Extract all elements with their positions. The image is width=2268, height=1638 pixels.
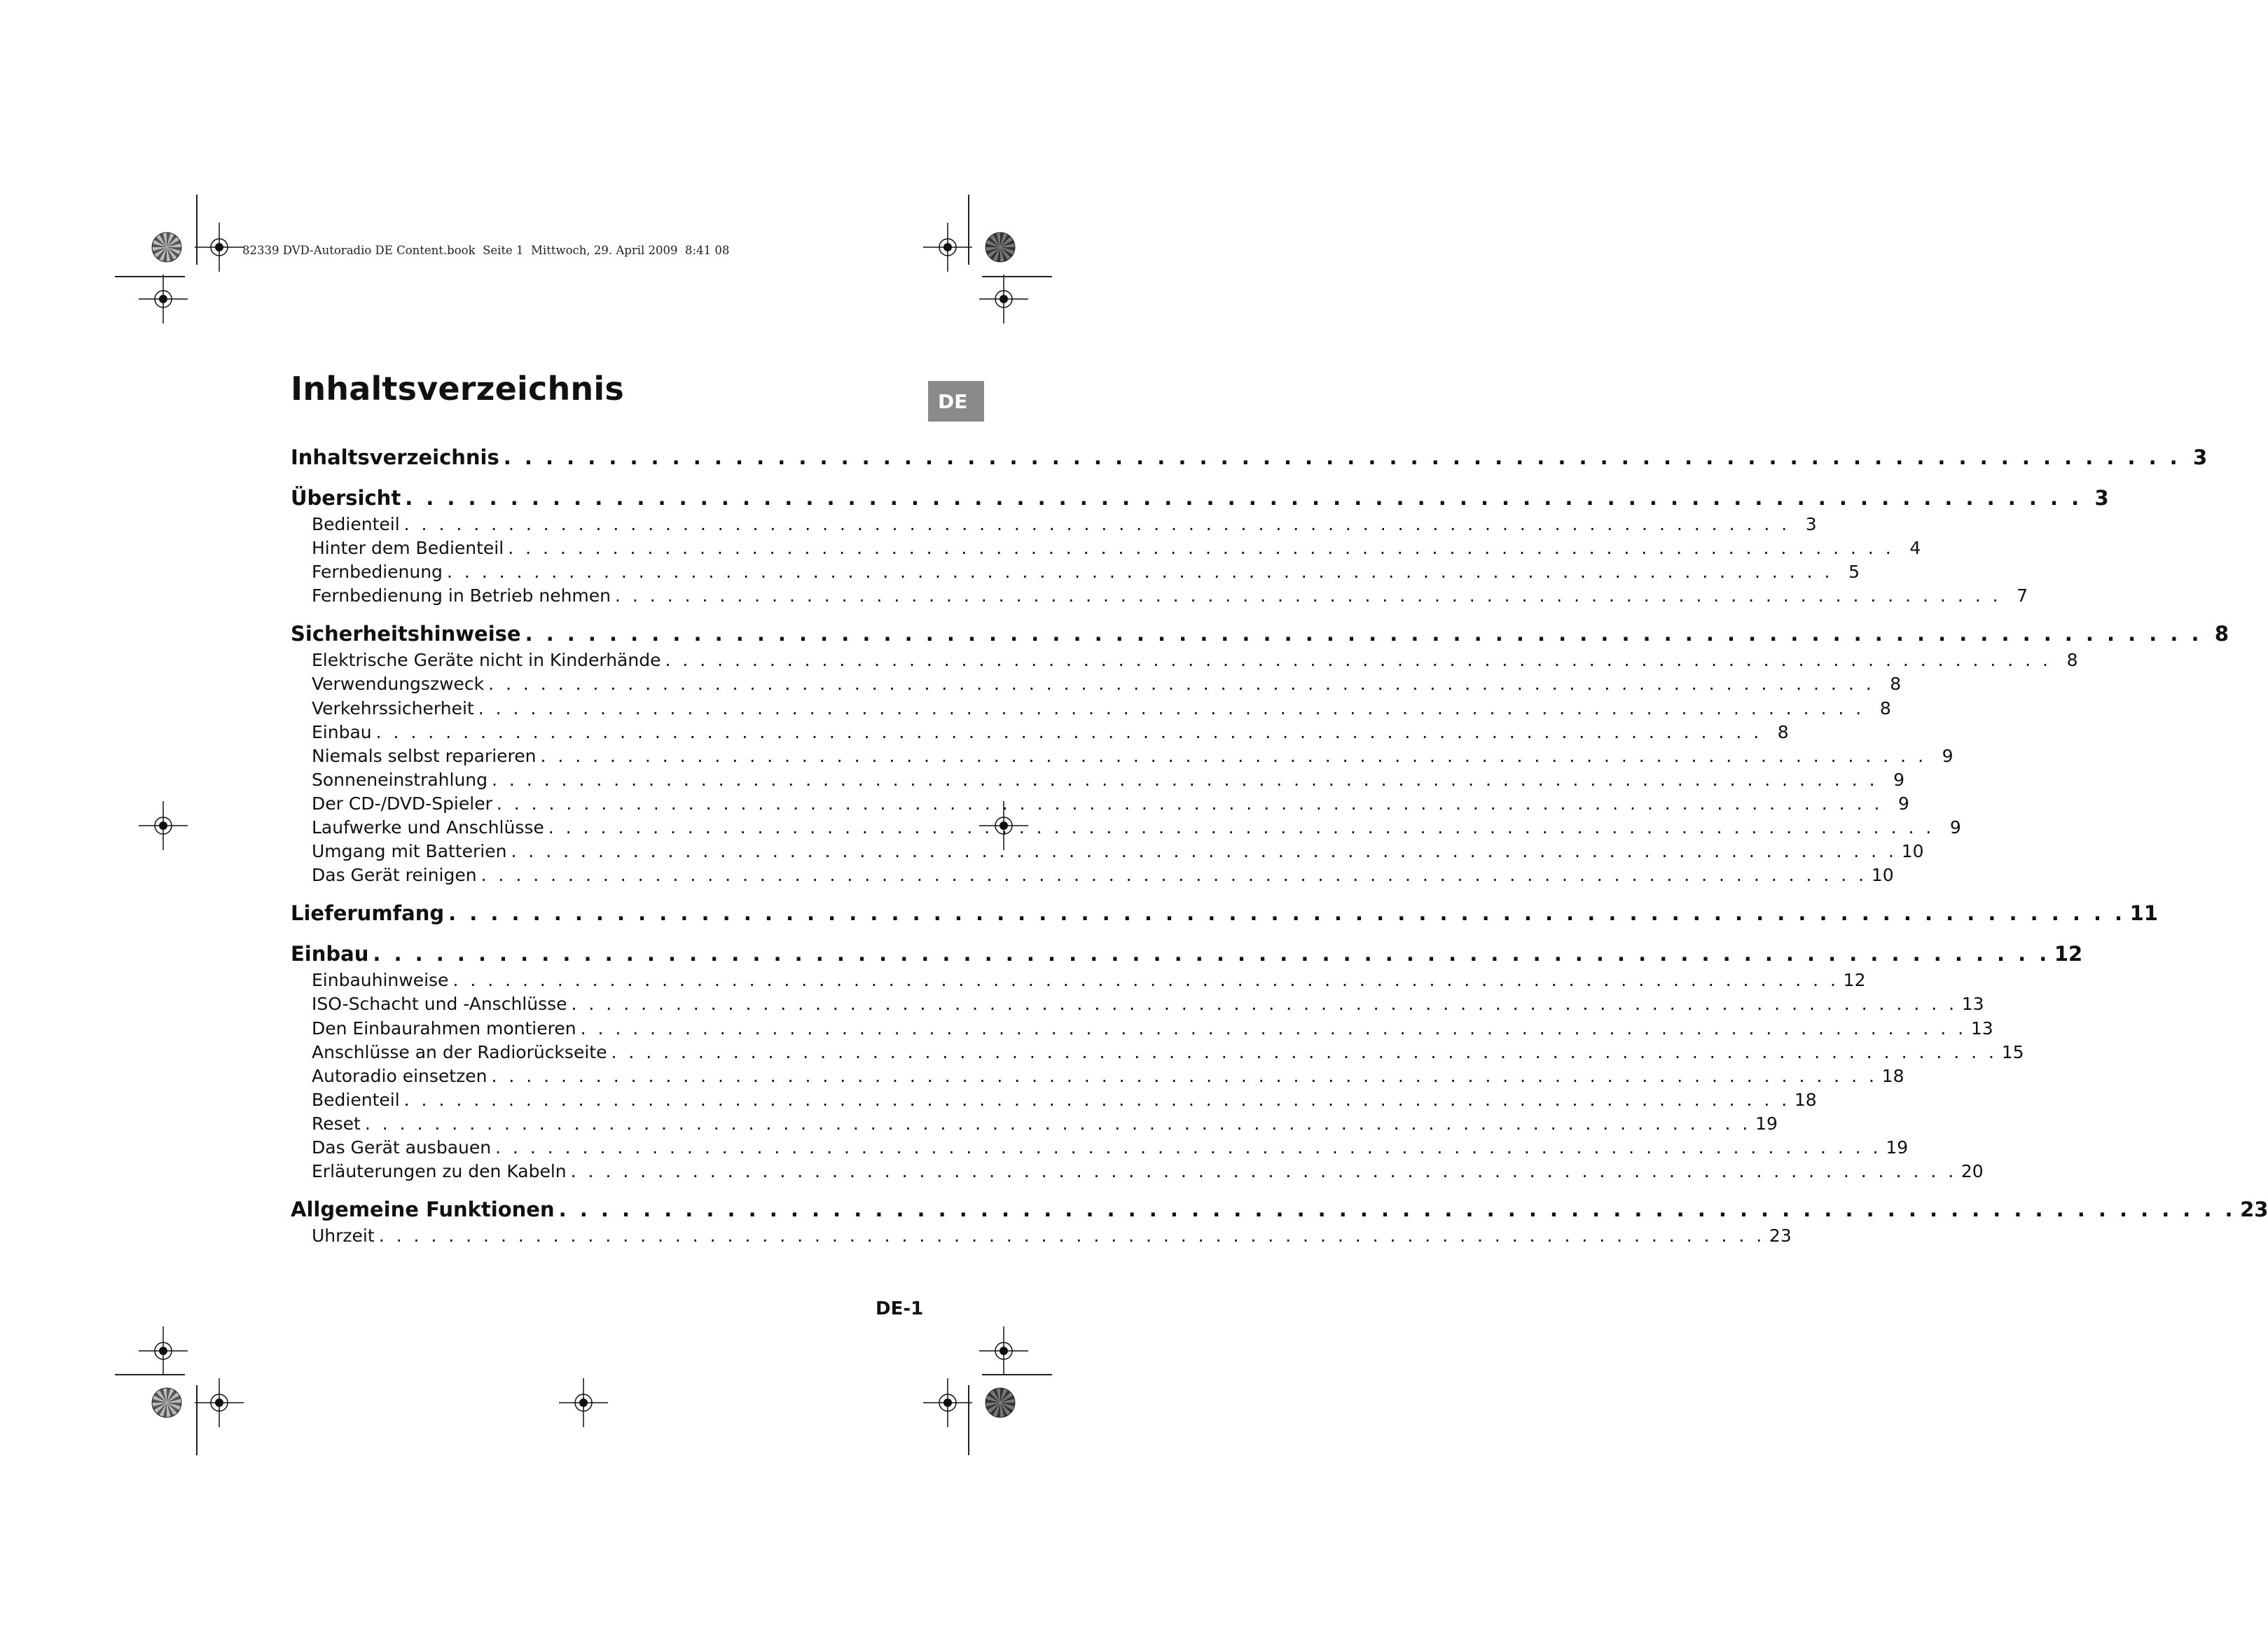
page-folio: DE-1 [876,1298,924,1319]
toc-dot-leader: . . . . . . . . . . . . . . . . . . . . . . . . . . . . . . . . . . . . . . . . . . . . . . . . . . . . . . . . . . . . . . . . . . . . . . . . . . . . . . . . [508,538,1895,559]
toc-dot-leader: . . . . . . . . . . . . . . . . . . . . . . . . . . . . . . . . . . . . . . . . . . . . . . . . . . . . . . . . . . . . . . . . . . . . . . . . . . . . . . . . [495,1137,1882,1158]
toc-entry-page: 4 [1909,538,1921,559]
toc-section-entry[interactable] [291,1226,1792,1249]
toc-dot-leader: . . . . . . . . . . . . . . . . . . . . . . . . . . . . . . . . . . . . . . . . . . . . . . . . . . . . . . . . . . . . . . . . . . . . . . . . . . . . . . . . [571,994,1958,1015]
color-wheel-icon [984,231,1016,263]
toc-section-entry[interactable] [291,721,1789,746]
toc-entry-page: 13 [1961,994,1984,1015]
toc-chapter-entry[interactable] [291,486,2109,514]
toc-entry-page: 12 [1843,970,1866,991]
toc-entry-label: Niemals selbst reparieren [312,745,537,766]
toc-section-entry[interactable] [291,697,1891,722]
toc-entry-label: Sonneneinstrahlung [312,769,488,790]
registration-mark-icon [139,1326,188,1375]
toc-section-entry[interactable] [291,1065,1904,1090]
toc-entry-page: 19 [1755,1113,1778,1134]
toc-entry-page: 18 [1794,1089,1817,1110]
toc-dot-leader: . . . . . . . . . . . . . . . . . . . . . . . . . . . . . . . . . . . . . . . . . . . . . . . . . . . . . . . . . . . . . . . . . . . . . . . . . . . . . . . . [511,841,1897,862]
toc-entry-label: Hinter dem Bedienteil [312,538,504,559]
toc-dot-leader: . . . . . . . . . . . . . . . . . . . . . . . . . . . . . . . . . . . . . . . . . . . . . . . . . . . . . . . . . . . . . . . . . . . . . . . . . . . . . . . . [615,585,2002,606]
toc-entry-label: Lieferumfang [291,901,445,926]
toc-dot-leader: . . . . . . . . . . . . . . . . . . . . . . . . . . . . . . . . . . . . . . . . . . . . . . . . . . . . . . . . . . . . . . . . . . . . . . . . . . . . . . . . [403,1089,1790,1110]
toc-entry-page: 20 [1961,1161,1984,1182]
toc-dot-leader: . . . . . . . . . . . . . . . . . . . . . . . . . . . . . . . . . . . . . . . . . . . . . . . . . . . . . . . . . . . . . . . . . . . . . . . . . . . . . . . . [405,486,2082,510]
toc-entry-label: Erläuterungen zu den Kabeln [312,1161,567,1182]
toc-entry-label: Das Gerät ausbauen [312,1137,492,1158]
toc-entry-label: Übersicht [291,486,401,510]
toc-dot-leader: . . . . . . . . . . . . . . . . . . . . . . . . . . . . . . . . . . . . . . . . . . . . . . . . . . . . . . . . . . . . . . . . . . . . . . . . . . . . . . . . [525,622,2203,646]
toc-entry-label: ISO-Schacht und -Anschlüsse [312,994,567,1015]
color-wheel-icon [151,231,183,263]
toc-dot-leader: . . . . . . . . . . . . . . . . . . . . . . . . . . . . . . . . . . . . . . . . . . . . . . . . . . . . . . . . . . . . . . . . . . . . . . . . . . . . . . . . [580,1018,1967,1039]
toc-entry-label: Bedienteil [312,1089,400,1110]
toc-dot-leader: . . . . . . . . . . . . . . . . . . . . . . . . . . . . . . . . . . . . . . . . . . . . . . . . . . . . . . . . . . . . . . . . . . . . . . . . . . . . . . . . [364,1113,1751,1134]
toc-entry-label: Bedienteil [312,514,400,534]
toc-entry-label: Reset [312,1113,361,1134]
toc-chapter-entry[interactable] [291,1198,2268,1226]
registration-mark-icon [923,1378,972,1427]
registration-mark-icon [139,275,188,324]
color-wheel-icon [151,1387,183,1419]
registration-mark-icon [195,223,244,272]
toc-entry-label: Das Gerät reinigen [312,865,477,886]
crop-line [982,276,1052,277]
toc-dot-leader: . . . . . . . . . . . . . . . . . . . . . . . . . . . . . . . . . . . . . . . . . . . . . . . . . . . . . . . . . . . . . . . . . . . . . . . . . . . . . . . . [480,865,1867,886]
toc-entry-label: Umgang mit Batterien [312,841,507,862]
toc-section-entry[interactable] [291,817,1961,841]
toc-entry-page: 3 [2193,445,2208,469]
crop-line [968,195,969,265]
toc-dot-leader: . . . . . . . . . . . . . . . . . . . . . . . . . . . . . . . . . . . . . . . . . . . . . . . . . . . . . . . . . . . . . . . . . . . . . . . . . . . . . . . . [496,793,1883,814]
toc-dot-leader: . . . . . . . . . . . . . . . . . . . . . . . . . . . . . . . . . . . . . . . . . . . . . . . . . . . . . . . . . . . . . . . . . . . . . . . . . . . . . . . . [375,721,1762,742]
toc-dot-leader: . . . . . . . . . . . . . . . . . . . . . . . . . . . . . . . . . . . . . . . . . . . . . . . . . . . . . . . . . . . . . . . . . . . . . . . . . . . . . . . . [503,445,2181,469]
toc-entry-page: 7 [2017,585,2028,606]
toc-section-entry[interactable] [291,793,1909,817]
toc-entry-page: 5 [1848,562,1860,583]
registration-mark-icon [559,1378,608,1427]
toc-entry-label: Inhaltsverzeichnis [291,445,499,469]
toc-entry-page: 10 [1901,841,1924,862]
toc-entry-page: 10 [1871,865,1894,886]
toc-dot-leader: . . . . . . . . . . . . . . . . . . . . . . . . . . . . . . . . . . . . . . . . . . . . . . . . . . . . . . . . . . . . . . . . . . . . . . . . . . . . . . . . [492,769,1879,790]
toc-section-entry[interactable] [291,514,1817,538]
toc-entry-page: 8 [2066,650,2078,671]
toc-section-entry[interactable] [291,1113,1778,1137]
toc-entry-label: Einbauhinweise [312,970,449,991]
toc-entry-page: 19 [1886,1137,1909,1158]
crop-line [196,1385,198,1455]
registration-mark-icon [979,275,1028,324]
crop-line [982,1374,1052,1375]
toc-section-entry[interactable] [291,1018,1993,1042]
toc-entry-page: 3 [2094,486,2109,510]
toc-dot-leader: . . . . . . . . . . . . . . . . . . . . . . . . . . . . . . . . . . . . . . . . . . . . . . . . . . . . . . . . . . . . . . . . . . . . . . . . . . . . . . . . [611,1041,1998,1062]
toc-dot-leader: . . . . . . . . . . . . . . . . . . . . . . . . . . . . . . . . . . . . . . . . . . . . . . . . . . . . . . . . . . . . . . . . . . . . . . . . . . . . . . . . [446,562,1833,583]
toc-section-entry[interactable] [291,650,2078,674]
toc-chapter-entry[interactable] [291,942,2083,970]
toc-section-entry[interactable] [291,994,1984,1018]
color-wheel-icon [984,1387,1016,1419]
toc-entry-page: 23 [1769,1226,1792,1247]
toc-chapter-entry[interactable] [291,445,2208,473]
toc-section-entry[interactable] [291,970,1866,994]
toc-entry-label: Allgemeine Funktionen [291,1198,555,1222]
toc-section-entry[interactable] [291,585,2028,609]
crop-line [968,1385,969,1455]
toc-entry-page: 23 [2240,1198,2268,1222]
toc-dot-leader: . . . . . . . . . . . . . . . . . . . . . . . . . . . . . . . . . . . . . . . . . . . . . . . . . . . . . . . . . . . . . . . . . . . . . . . . . . . . . . . . [570,1161,1957,1182]
toc-entry-label: Fernbedienung [312,562,443,583]
toc-dot-leader: . . . . . . . . . . . . . . . . . . . . . . . . . . . . . . . . . . . . . . . . . . . . . . . . . . . . . . . . . . . . . . . . . . . . . . . . . . . . . . . . [491,1065,1878,1086]
toc-entry-label: Elektrische Geräte nicht in Kinderhände [312,650,661,671]
toc-dot-leader: . . . . . . . . . . . . . . . . . . . . . . . . . . . . . . . . . . . . . . . . . . . . . . . . . . . . . . . . . . . . . . . . . . . . . . . . . . . . . . . . [540,745,1927,766]
toc-entry-page: 9 [1942,745,1954,766]
toc-entry-label: Anschlüsse an der Radiorückseite [312,1041,607,1062]
toc-dot-leader: . . . . . . . . . . . . . . . . . . . . . . . . . . . . . . . . . . . . . . . . . . . . . . . . . . . . . . . . . . . . . . . . . . . . . . . . . . . . . . . . [373,942,2050,966]
toc-entry-label: Der CD-/DVD-Spieler [312,793,492,814]
language-tab-label: DE [938,389,968,413]
toc-entry-page: 11 [2129,901,2158,926]
toc-section-entry[interactable] [291,1137,1909,1161]
toc-entry-label: Laufwerke und Anschlüsse [312,817,544,838]
toc-chapter-entry[interactable] [291,622,2229,650]
toc-entry-label: Einbau [291,942,369,966]
toc-dot-leader: . . . . . . . . . . . . . . . . . . . . . . . . . . . . . . . . . . . . . . . . . . . . . . . . . . . . . . . . . . . . . . . . . . . . . . . . . . . . . . . . [665,650,2052,671]
toc-section-entry[interactable] [291,841,1924,865]
toc-dot-leader: . . . . . . . . . . . . . . . . . . . . . . . . . . . . . . . . . . . . . . . . . . . . . . . . . . . . . . . . . . . . . . . . . . . . . . . . . . . . . . . . [403,514,1790,534]
toc-entry-page: 9 [1898,793,1909,814]
language-tab [928,381,984,422]
toc-section-entry[interactable] [291,745,1954,770]
toc-entry-page: 15 [2001,1041,2024,1062]
toc-entry-label: Uhrzeit [312,1226,375,1247]
page-title: Inhaltsverzeichnis [291,370,624,408]
crop-line [115,276,185,277]
toc-section-entry[interactable] [291,769,1905,793]
registration-mark-icon [139,801,188,850]
toc-entry-page: 9 [1949,817,1961,838]
toc-section-entry[interactable] [291,1089,1817,1113]
toc-dot-leader: . . . . . . . . . . . . . . . . . . . . . . . . . . . . . . . . . . . . . . . . . . . . . . . . . . . . . . . . . . . . . . . . . . . . . . . . . . . . . . . . [478,697,1865,719]
toc-section-entry[interactable] [291,538,1921,562]
toc-section-entry[interactable] [291,865,1894,889]
registration-mark-icon [923,223,972,272]
toc-dot-leader: . . . . . . . . . . . . . . . . . . . . . . . . . . . . . . . . . . . . . . . . . . . . . . . . . . . . . . . . . . . . . . . . . . . . . . . . . . . . . . . . [452,970,1839,991]
toc-entry-page: 9 [1893,769,1905,790]
toc-entry-page: 8 [1890,674,1902,695]
toc-entry-page: 3 [1805,514,1817,534]
toc-chapter-entry[interactable] [291,901,2158,929]
toc-dot-leader: . . . . . . . . . . . . . . . . . . . . . . . . . . . . . . . . . . . . . . . . . . . . . . . . . . . . . . . . . . . . . . . . . . . . . . . . . . . . . . . . [378,1226,1765,1247]
toc-section-entry[interactable] [291,562,1860,585]
toc-entry-label: Sicherheitshinweise [291,622,521,646]
toc-entry-page: 12 [2054,942,2083,966]
toc-entry-page: 8 [1879,697,1891,719]
toc-entry-label: Autoradio einsetzen [312,1065,488,1086]
toc-dot-leader: . . . . . . . . . . . . . . . . . . . . . . . . . . . . . . . . . . . . . . . . . . . . . . . . . . . . . . . . . . . . . . . . . . . . . . . . . . . . . . . . [558,1198,2236,1222]
toc-section-entry[interactable] [291,1161,1984,1185]
toc-entry-label: Verkehrssicherheit [312,697,474,719]
toc-entry-page: 13 [1970,1018,1993,1039]
toc-entry-label: Den Einbaurahmen montieren [312,1018,576,1039]
registration-mark-icon [979,1326,1028,1375]
toc-dot-leader: . . . . . . . . . . . . . . . . . . . . . . . . . . . . . . . . . . . . . . . . . . . . . . . . . . . . . . . . . . . . . . . . . . . . . . . . . . . . . . . . [548,817,1935,838]
table-of-contents [291,445,2268,1249]
crop-line [196,195,198,265]
print-slug: 82339 DVD-Autoradio DE Content.book Seite 1 Mittwoch, 29. April 2009 8:41 08 [242,244,730,257]
registration-mark-icon [195,1378,244,1427]
toc-entry-label: Verwendungszweck [312,674,485,695]
toc-entry-page: 8 [1777,721,1789,742]
toc-entry-label: Fernbedienung in Betrieb nehmen [312,585,611,606]
toc-entry-page: 8 [2214,622,2229,646]
toc-section-entry[interactable] [291,1041,2024,1066]
crop-line [115,1374,185,1375]
toc-dot-leader: . . . . . . . . . . . . . . . . . . . . . . . . . . . . . . . . . . . . . . . . . . . . . . . . . . . . . . . . . . . . . . . . . . . . . . . . . . . . . . . . [448,901,2126,926]
toc-dot-leader: . . . . . . . . . . . . . . . . . . . . . . . . . . . . . . . . . . . . . . . . . . . . . . . . . . . . . . . . . . . . . . . . . . . . . . . . . . . . . . . . [488,674,1875,695]
toc-section-entry[interactable] [291,674,1902,697]
toc-entry-label: Einbau [312,721,372,742]
toc-entry-page: 18 [1881,1065,1904,1086]
